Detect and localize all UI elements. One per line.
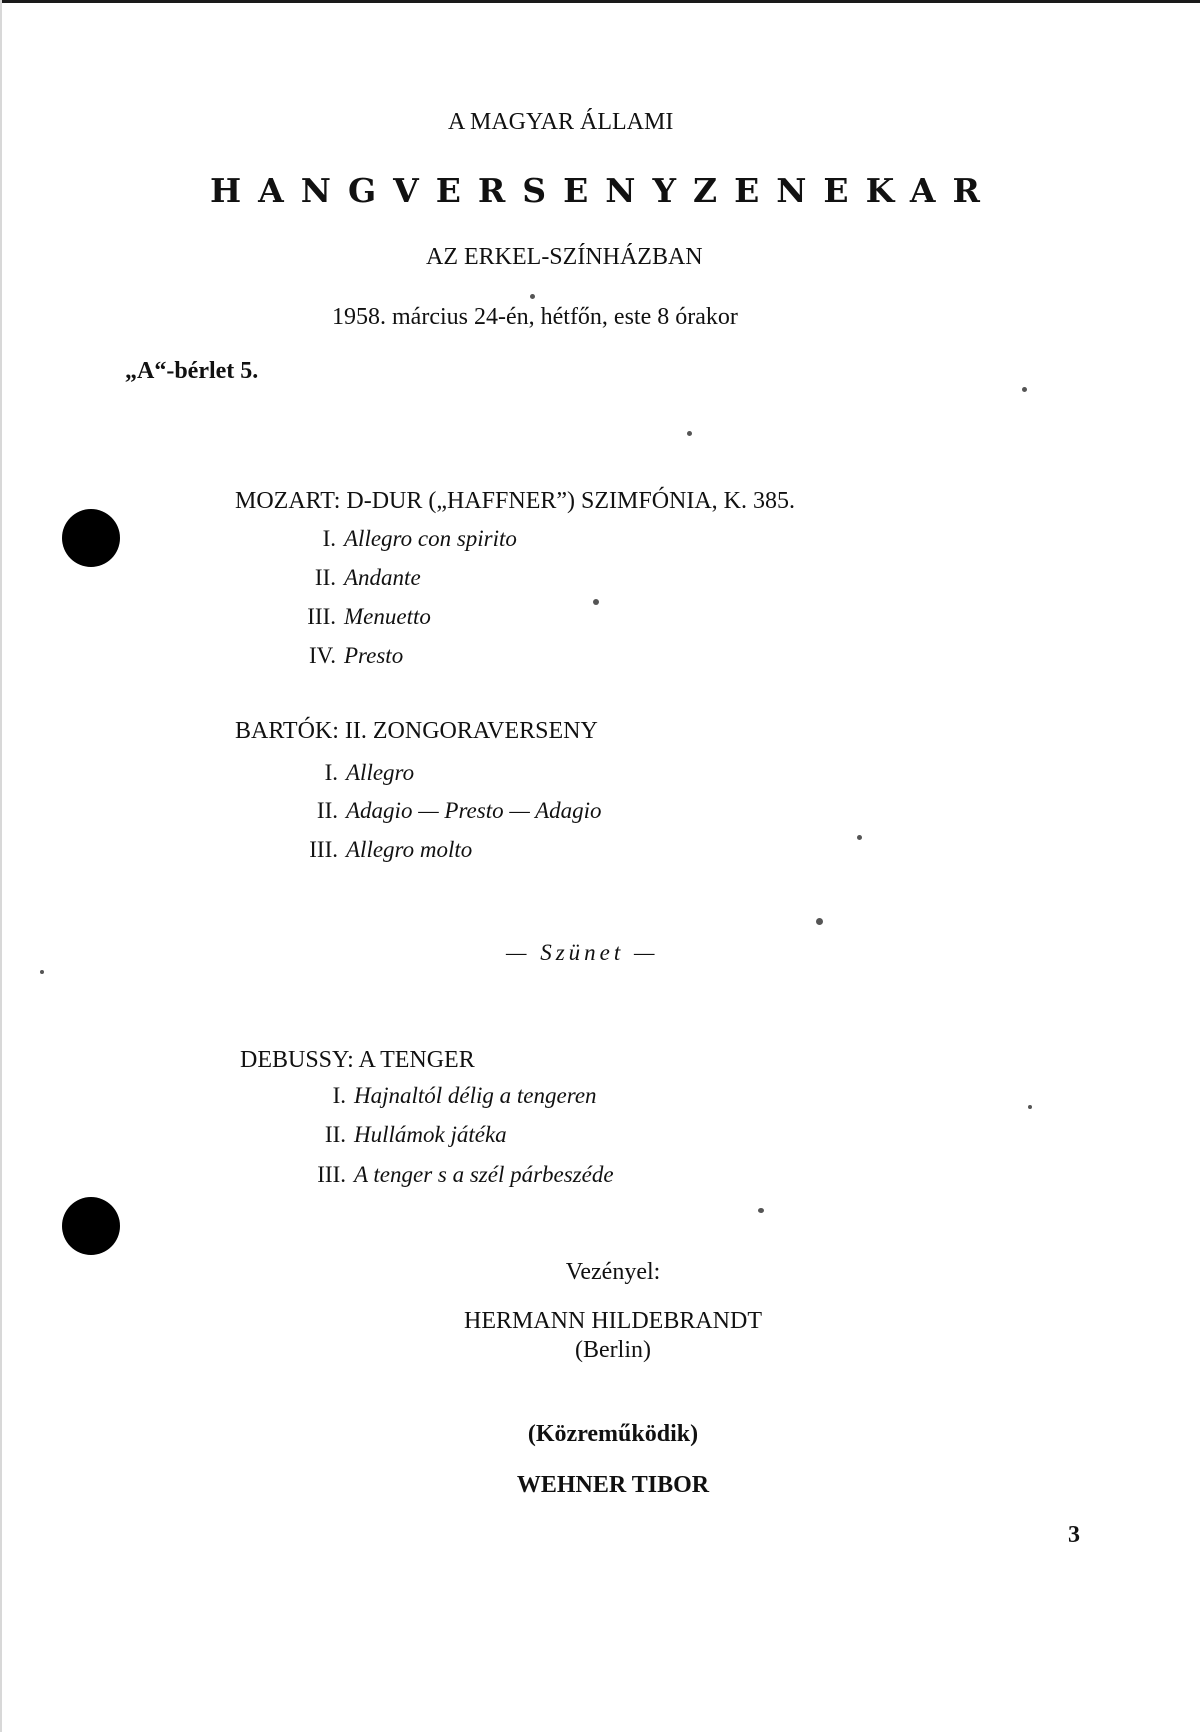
scan-speck (593, 599, 599, 605)
top-border (0, 0, 1200, 3)
movement: IV. Presto (308, 643, 404, 668)
intermission: — Szünet — (506, 940, 659, 965)
soloist-name: WEHNER TIBOR (516, 1472, 710, 1498)
featuring-label: (Közreműködik) (527, 1421, 699, 1447)
scan-speck (1022, 387, 1027, 392)
program-item-title: MOZART: D-DUR („HAFFNER”) SZIMFÓNIA, K. 385. (235, 488, 796, 514)
scan-speck (758, 1208, 764, 1213)
scan-speck (1028, 1105, 1032, 1109)
movement: II. Adagio — Presto — Adagio (316, 798, 602, 823)
movement: I. Allegro con spirito (322, 526, 517, 551)
conductor-city: (Berlin) (575, 1337, 651, 1363)
scan-speck (857, 835, 862, 840)
heading-line1: A MAGYAR ÁLLAMI (448, 109, 674, 135)
venue: AZ ERKEL-SZÍNHÁZBAN (426, 244, 703, 270)
conductor-name: HERMANN HILDEBRANDT (464, 1308, 762, 1334)
movement: III. Menuetto (307, 604, 431, 629)
program-item-title: BARTÓK: II. ZONGORAVERSENY (235, 718, 598, 744)
scan-speck (530, 294, 535, 299)
movement: I. Allegro (324, 760, 415, 785)
scan-speck (687, 431, 692, 436)
movement: II. Andante (314, 565, 421, 590)
scan-speck (40, 970, 44, 974)
subscription-label: „A“-bérlet 5. (125, 358, 259, 384)
program-item-title: DEBUSSY: A TENGER (240, 1047, 475, 1073)
left-border (0, 0, 2, 1732)
page-number: 3 (1068, 1522, 1080, 1548)
movement: II. Hullámok játéka (324, 1122, 507, 1147)
scan-speck (816, 918, 823, 925)
orchestra-name: HANGVERSENYZENEKAR (210, 171, 997, 210)
concert-date: 1958. március 24-én, hétfőn, este 8 órakor (332, 304, 738, 330)
punch-hole (62, 1197, 120, 1255)
movement: I. Hajnaltól délig a tengeren (332, 1083, 597, 1108)
movement: III. Allegro molto (309, 837, 473, 862)
punch-hole (62, 509, 120, 567)
conductor-label: Vezényel: (565, 1259, 661, 1285)
movement: III. A tenger s a szél párbeszéde (317, 1162, 614, 1187)
